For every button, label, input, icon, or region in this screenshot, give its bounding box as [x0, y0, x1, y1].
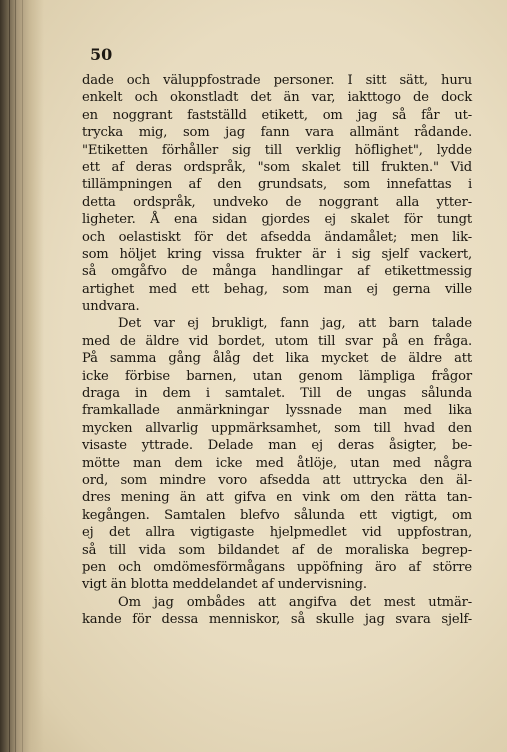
text-line: Om jag ombådes att angifva det mest utmär-	[118, 594, 472, 610]
text-line: ord, som mindre voro afsedda att uttrycka den äl-	[82, 472, 472, 488]
text-line: På samma gång ålåg det lika mycket de äldre att	[82, 351, 472, 367]
text-line: detta ordspråk, undveko de noggrant alla ytter-	[82, 194, 472, 210]
page-number: 50	[90, 45, 113, 64]
text-line: draga in dem i samtalet. Till de ungas sålunda	[82, 386, 472, 402]
text-line: artighet med ett behag, som man ej gerna ville	[82, 281, 472, 297]
text-line: visaste yttrade. Delade man ej deras åsigter, be-	[82, 438, 472, 454]
text-line: mötte man dem icke med åtlöje, utan med några	[82, 455, 472, 471]
text-line: ligheter. Å ena sidan gjordes ej skalet för tungt	[82, 212, 472, 228]
gutter-edge-line	[9, 0, 10, 752]
text-line: framkallade anmärkningar lyssnade man med lika	[82, 403, 472, 419]
text-line: Det var ej brukligt, fann jag, att barn talade	[118, 316, 472, 332]
gutter-edge-line	[15, 0, 16, 752]
text-line: icke förbise barnen, utan genom lämpliga frågor	[82, 368, 472, 384]
text-line: och oelastiskt för det afsedda ändamålet; men lik-	[82, 229, 472, 245]
text-line: enkelt och okonstladt det än var, iakttogo de dock	[82, 90, 472, 106]
body-text	[82, 72, 472, 629]
gutter-edge-line	[22, 0, 23, 752]
text-line: "Etiketten förhåller sig till verklig höflighet", lydde	[82, 142, 472, 158]
text-line: vigt än blotta meddelandet af undervisning.	[82, 577, 367, 593]
text-line: som höljet kring vissa frukter är i sig sjelf vackert,	[82, 246, 472, 262]
text-line: ej det allra vigtigaste hjelpmedlet vid uppfostran,	[82, 525, 472, 541]
text-line: dres mening än att gifva en vink om den rätta tan-	[82, 490, 472, 506]
text-line: så till vida som bildandet af de moraliska begrep-	[82, 542, 472, 558]
text-line: pen och omdömesförmågans uppöfning äro af större	[82, 559, 472, 575]
text-line: mycken allvarlig uppmärksamhet, som till hvad den	[82, 420, 472, 436]
text-line: kande för dessa menniskor, så skulle jag svara sjelf-	[82, 612, 472, 628]
text-line: trycka mig, som jag fann vara allmänt rådande.	[82, 125, 472, 141]
text-line: med de äldre vid bordet, utom till svar på en fråga.	[82, 333, 472, 349]
text-line: tillämpningen af den grundsats, som innefattas i	[82, 177, 472, 193]
text-line: ett af deras ordspråk, "som skalet till frukten." Vid	[82, 159, 472, 175]
text-line: undvara.	[82, 299, 140, 315]
text-line: en noggrant fastställd etikett, om jag så får ut-	[82, 107, 472, 123]
text-line: så omgåfvo de många handlingar af etikettmessig	[82, 264, 472, 280]
text-line: kegången. Samtalen blefvo sålunda ett vigtigt, om	[82, 507, 472, 523]
text-line: dade och väluppfostrade personer. I sitt sätt, huru	[82, 73, 472, 88]
